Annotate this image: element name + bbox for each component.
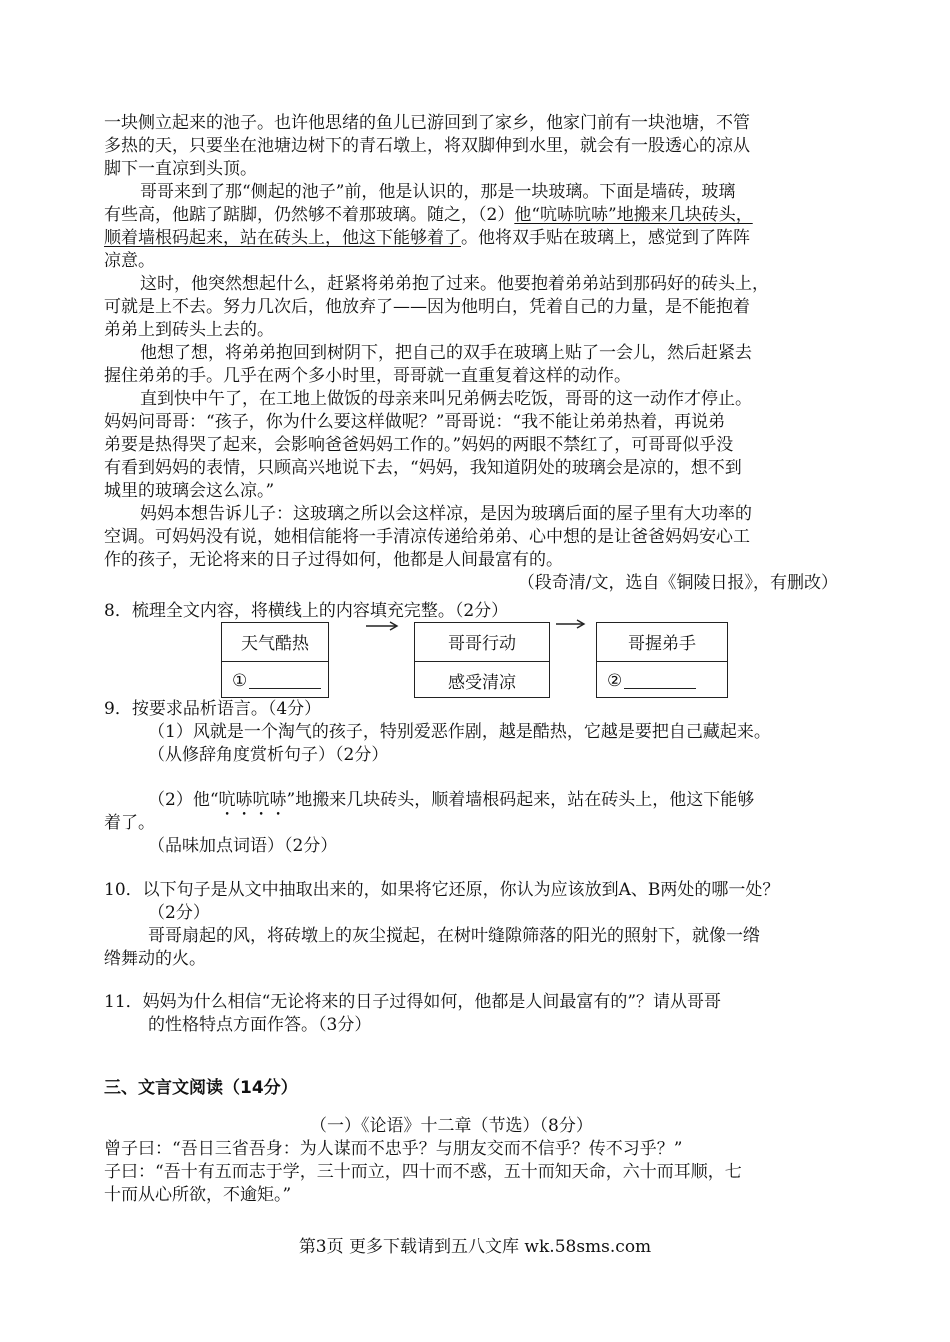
passage-line: 妈妈问哥哥：“孩子，你为什么要这样做呢？”哥哥说：“我不能让弟弟热着，再说弟 — [104, 412, 726, 432]
question-9-2 — [148, 789, 754, 820]
flow-box-3-top: 哥握弟手 — [628, 634, 696, 654]
section-heading: 三、文言文阅读（14分） — [104, 1078, 298, 1098]
passage-line: 可就是上不去。努力几次后，他放弃了——因为他明白，凭着自己的力量，是不能抱着 — [104, 297, 750, 317]
passage-line: 城里的玻璃会这么凉。” — [104, 481, 275, 501]
question-9-stem: 9．按要求品析语言。（4分） — [104, 699, 322, 719]
underlined-sentence: 顺着墙根码起来，站在砖头上，他这下能够着了 — [104, 228, 461, 248]
question-11-stem-cont: 的性格特点方面作答。（3分） — [148, 1015, 372, 1035]
q9-2-text: ”地搬来几块砖头，顺着墙根码起来，站在砖头上，他这下能够 — [286, 790, 755, 810]
passage-line: 握住弟弟的手。几乎在两个多小时里，哥哥就一直重复着这样的动作。 — [104, 366, 631, 386]
flow-box-2-top: 哥哥行动 — [448, 634, 516, 654]
flow-box-2 — [414, 622, 550, 698]
passage-line: 多热的天，只要坐在池塘边树下的青石墩上，将双脚伸到水里，就会有一股透心的凉从 — [104, 136, 750, 156]
passage-line — [104, 227, 750, 249]
page-footer: 第3页 更多下载请到五八文库 wk.58sms.com — [298, 1237, 652, 1257]
passage-line: 作的孩子，无论将来的日子过得如何，他都是人间最富有的。 — [104, 550, 563, 570]
question-9-1-requirement: （从修辞角度赏析句子）（2分） — [148, 745, 389, 765]
question-11-stem: 11．妈妈为什么相信“无论将来的日子过得如何，他都是人间最富有的”？请从哥哥 — [104, 992, 722, 1012]
passage-line: 一块侧立起来的池子。也许他思绪的鱼儿已游回到了家乡，他家门前有一块池塘，不管 — [104, 113, 750, 133]
answer-blank[interactable] — [249, 672, 321, 689]
flow-box-1 — [221, 622, 329, 698]
question-10-sentence: 哥哥扇起的风，将砖墩上的灰尘搅起，在树叶缝隙筛落的阳光的照射下，就像一绺 — [148, 926, 760, 946]
blank-label: ② — [607, 670, 623, 691]
question-9-1: （1）风就是一个淘气的孩子，特别爱恶作剧，越是酷热，它越是要把自己藏起来。 — [148, 722, 771, 742]
passage-line: 脚下一直凉到头顶。 — [104, 159, 257, 179]
passage-text: 有些高，他踮了踮脚，仍然够不着那玻璃。随之，（2） — [104, 205, 515, 225]
flow-box-3 — [596, 622, 728, 698]
passage-line: 弟要是热得哭了起来，会影响爸爸妈妈工作的。”妈妈的两眼不禁红了，可哥哥似乎没 — [104, 435, 734, 455]
passage-line: 哥哥来到了那“侧起的池子”前，他是认识的，那是一块玻璃。下面是墙砖，玻璃 — [140, 182, 736, 202]
passage-line: 这时，他突然想起什么，赶紧将弟弟抱了过来。他要抱着弟弟站到那码好的砖头上， — [140, 274, 769, 294]
classical-text-line: 十而从心所欲，不逾矩。” — [104, 1185, 292, 1205]
blank-label: ① — [232, 670, 248, 691]
passage-source: （段奇清/文，选自《铜陵日报》，有删改） — [517, 573, 838, 593]
flow-box-2-bottom: 感受清凉 — [415, 661, 549, 699]
passage-line: 直到快中午了，在工地上做饭的母亲来叫兄弟俩去吃饭，哥哥的这一动作才停止。 — [140, 389, 752, 409]
passage-line: 有看到妈妈的表情，只顾高兴地说下去，“妈妈，我知道阴处的玻璃会是凉的，想不到 — [104, 458, 742, 478]
flow-box-1-bottom — [222, 661, 328, 699]
question-8-stem: 8．梳理全文内容，将横线上的内容填充完整。（2分） — [104, 601, 509, 621]
section-subheading: （一）《论语》十二章（节选）（8分） — [310, 1116, 593, 1136]
passage-line: 空调。可妈妈没有说，她相信能将一手清凉传递给弟弟、心中想的是让爸爸妈妈安心工 — [104, 527, 750, 547]
passage-line: 他想了想，将弟弟抱回到树阴下，把自己的双手在玻璃上贴了一会儿，然后赶紧去 — [140, 343, 752, 363]
underlined-sentence: 他“吭哧吭哧”地搬来几块砖头， — [514, 205, 753, 225]
question-10-sentence-cont: 绺舞动的火。 — [104, 949, 206, 969]
passage-text: 。他将双手贴在玻璃上，感觉到了阵阵 — [461, 228, 750, 248]
flow-box-1-top: 天气酷热 — [241, 634, 309, 654]
question-10-score: （2分） — [148, 903, 210, 923]
passage-line: 弟弟上到砖头上去的。 — [104, 320, 274, 340]
flow-arrow-1 — [366, 620, 402, 632]
question-9-2-requirement: （品味加点词语）（2分） — [148, 836, 338, 856]
question-10-stem: 10．以下句子是从文中抽取出来的，如果将它还原，你认为应该放到A、B两处的哪一处？ — [104, 880, 780, 900]
flow-arrow-2 — [556, 618, 588, 630]
answer-blank[interactable] — [624, 672, 696, 689]
classical-text-line: 曾子曰：“吾日三省吾身：为人谋而不忠乎？与朋友交而不信乎？传不习乎？” — [104, 1139, 683, 1159]
passage-line: 凉意。 — [104, 251, 155, 271]
classical-text-line: 子曰：“吾十有五而志于学，三十而立，四十而不惑，五十而知天命，六十而耳顺，七 — [104, 1162, 742, 1182]
passage-line — [104, 204, 753, 226]
q9-2-text: （2）他“ — [148, 790, 219, 810]
passage-line: 妈妈本想告诉儿子：这玻璃之所以会这样凉，是因为玻璃后面的屋子里有大功率的 — [140, 504, 752, 524]
dotted-words: 吭哧吭哧 — [218, 790, 287, 810]
question-9-2-cont: 着了。 — [104, 813, 155, 833]
flow-box-3-bottom — [597, 661, 727, 699]
